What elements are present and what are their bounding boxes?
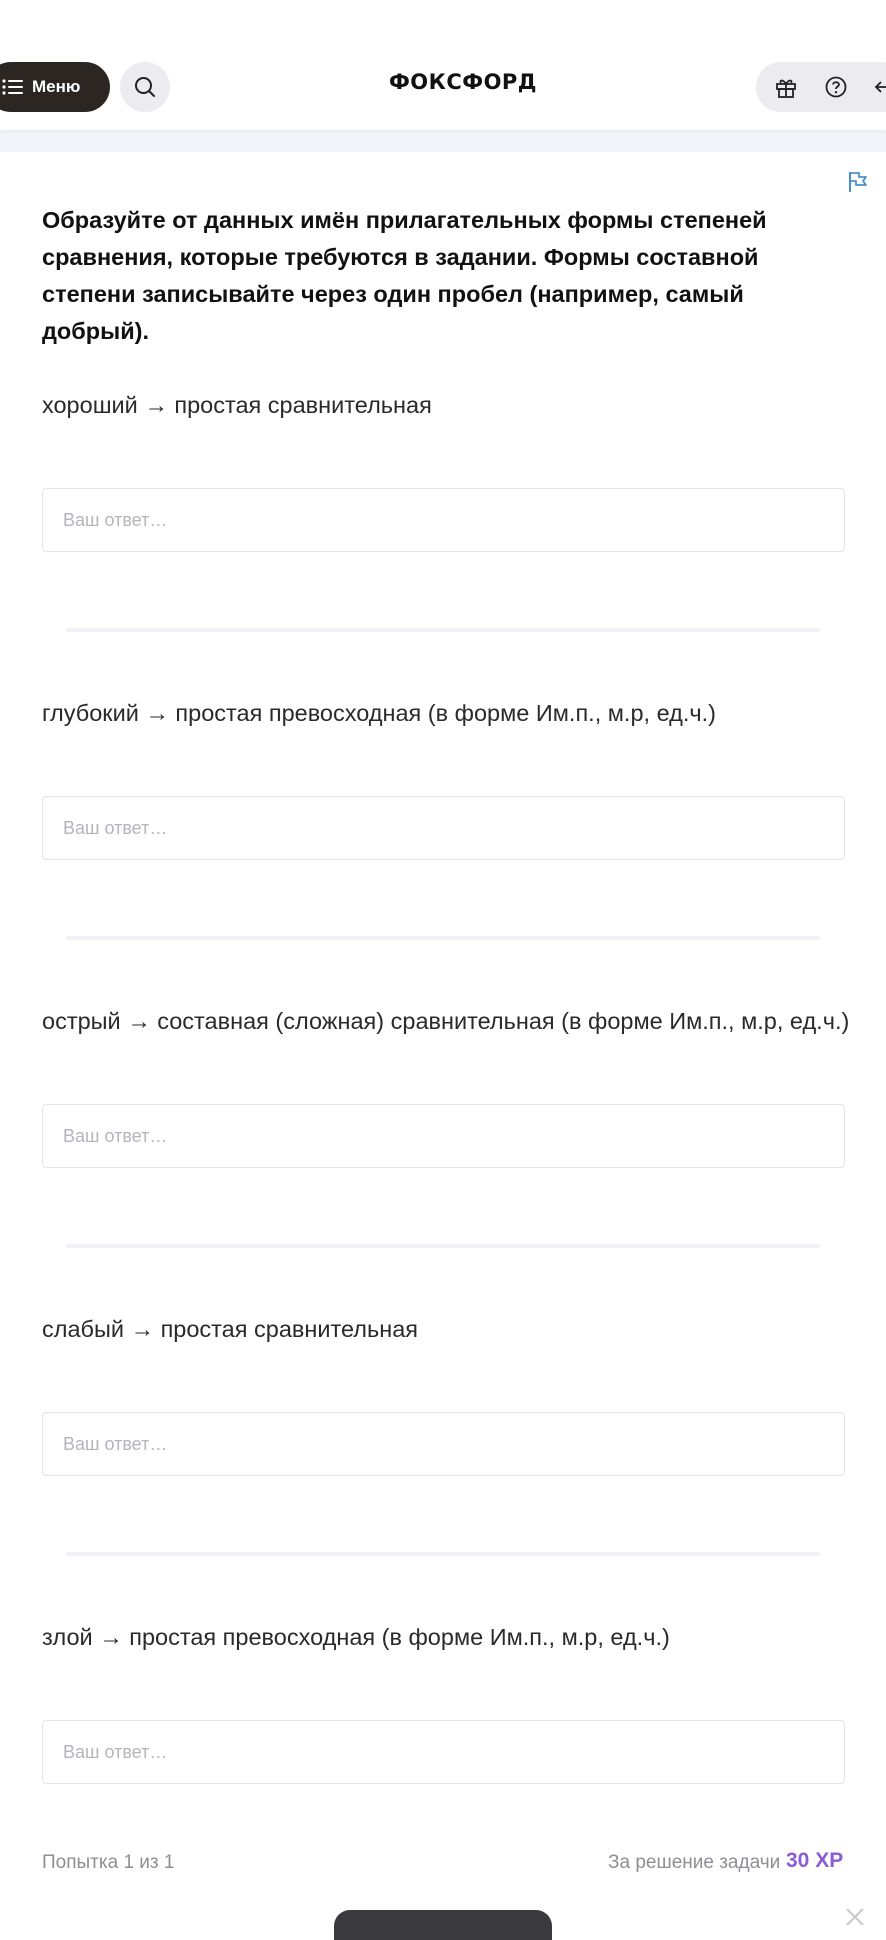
header-actions bbox=[756, 62, 886, 112]
menu-label: Меню bbox=[32, 77, 81, 96]
answer-input[interactable] bbox=[42, 488, 845, 552]
report-flag-icon[interactable] bbox=[846, 170, 870, 194]
search-button[interactable] bbox=[120, 62, 170, 112]
menu-icon bbox=[2, 79, 24, 95]
divider bbox=[66, 1552, 820, 1556]
attempt-counter: Попытка 1 из 1 bbox=[42, 1852, 175, 1873]
answer-input[interactable] bbox=[42, 1720, 845, 1784]
divider bbox=[66, 1244, 820, 1248]
task-instructions: Образуйте от данных имён прилагательных формы степеней сравнения, которые требуются в задании. Формы составной степени записывайте через один пробел (например, самый добрый). bbox=[42, 207, 767, 344]
question-prompt: хороший → простая сравнительная bbox=[42, 392, 432, 418]
exit-icon[interactable] bbox=[872, 75, 886, 99]
divider bbox=[66, 628, 820, 632]
answer-input[interactable] bbox=[42, 1104, 845, 1168]
question-prompt: злой → простая превосходная (в форме Им.п., м.р, ед.ч.) bbox=[42, 1624, 670, 1650]
question-prompt: глубокий → простая превосходная (в форме Им.п., м.р, ед.ч.) bbox=[42, 700, 716, 726]
answer-input[interactable] bbox=[42, 796, 845, 860]
reward-xp: 30 XP bbox=[786, 1849, 844, 1872]
close-icon[interactable] bbox=[844, 1906, 866, 1928]
header-subbar bbox=[0, 130, 886, 152]
top-header bbox=[0, 0, 886, 130]
question-prompt: острый → составная (сложная) сравнительная (в форме Им.п., м.р, ед.ч.) bbox=[42, 1008, 850, 1034]
question-prompt: слабый → простая сравнительная bbox=[42, 1316, 418, 1342]
search-icon bbox=[134, 76, 156, 98]
gift-icon[interactable] bbox=[774, 75, 798, 99]
menu-button[interactable] bbox=[0, 62, 110, 112]
reward-label: За решение задачи bbox=[608, 1852, 781, 1873]
foxford-logo[interactable]: ФОКСФОРД bbox=[388, 70, 538, 94]
help-icon[interactable] bbox=[824, 75, 848, 99]
bottom-sheet-handle[interactable] bbox=[334, 1910, 552, 1940]
divider bbox=[66, 936, 820, 940]
answer-input[interactable] bbox=[42, 1412, 845, 1476]
